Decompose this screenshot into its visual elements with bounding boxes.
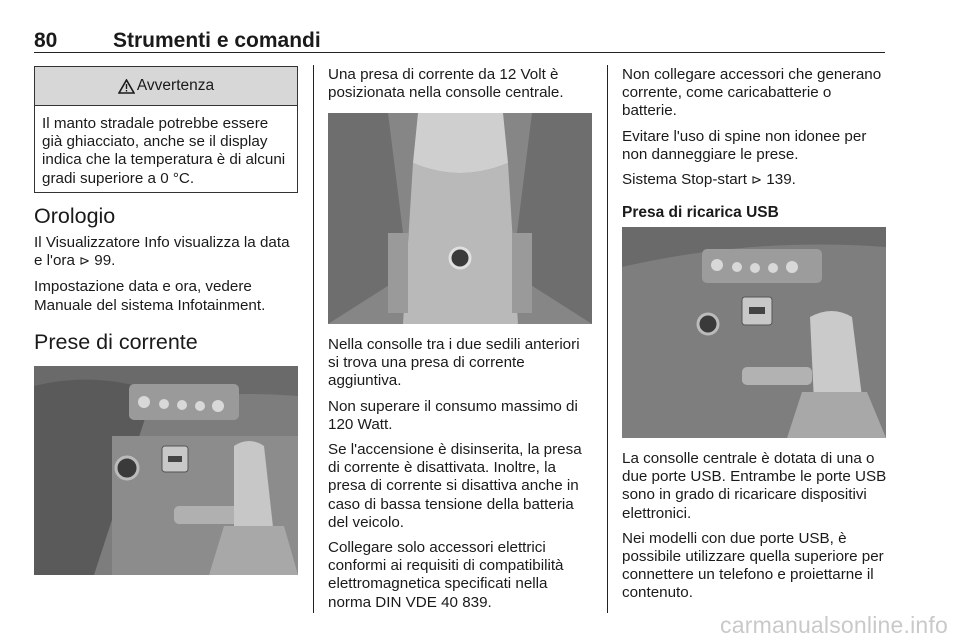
page-ref-icon: ⊳ [751, 173, 763, 189]
power-no-charge-text: Non collegare accessori che generano corrente, come caricabatterie o batterie. [622, 66, 882, 120]
power-heading: Prese di corrente [34, 330, 198, 354]
photo-usb-port [622, 227, 886, 438]
clock-paragraph-2: Impostazione data e ora, vedere Manuale del sistema Infotainment. [34, 278, 266, 314]
power-details [328, 336, 592, 612]
usb-paragraph-2: Nei modelli con due porte USB, è possibile utilizzare quella superiore per connettere un telefono e proiettarne il contenuto. [622, 529, 884, 602]
photo-rear-socket [328, 113, 592, 324]
clock-paragraph-1 [34, 234, 298, 271]
clock-p1-ref: 99. [94, 252, 116, 270]
power-plugs-text: Evitare l'uso di spine non idonee per non danneggiare le prese. [622, 127, 867, 163]
power-heading-wrap [34, 330, 198, 355]
page-title: Strumenti e comandi [113, 29, 321, 52]
header-rule [34, 52, 885, 53]
power-stopstart [622, 171, 886, 190]
power-continued [622, 66, 886, 222]
power-rear-text: Nella consolle tra i due sedili anteriori si trova una presa di corrente aggiuntiva. [328, 336, 580, 390]
warning-header [35, 67, 297, 106]
power-max-text: Non superare il consumo massimo di 120 Watt. [328, 397, 578, 433]
column-divider-1 [313, 65, 314, 613]
usb-paragraph-1: La consolle centrale è dotata di una o due porte USB. Entrambe le porte USB sono in grado di ricaricare dispositivi elettronici. [622, 450, 887, 522]
power-ignition-text: Se l'accensione è disinserita, la presa di corrente è disattivata. Inoltre, la presa di corrente si disattiva anche in caso di bassa tensione della batteria del veicolo. [328, 441, 582, 531]
photo-front-socket [34, 366, 298, 575]
power-intro-wrap [328, 66, 592, 102]
power-stopstart-text: Sistema Stop-start [622, 171, 747, 189]
column-divider-2 [607, 65, 608, 613]
power-intro: Una presa di corrente da 12 Volt è posizionata nella consolle centrale. [328, 66, 564, 102]
usb-heading: Presa di ricarica USB [622, 204, 779, 222]
clock-heading: Orologio [34, 204, 116, 228]
power-stopstart-ref: 139. [766, 171, 796, 189]
watermark: carmanualsonline.info [720, 612, 948, 638]
page-number: 80 [34, 29, 58, 52]
warning-triangle-icon [118, 79, 135, 94]
clock-p1-text: Il Visualizzatore Info visualizza la data e l'ora [34, 234, 290, 270]
warning-box [34, 66, 298, 193]
warning-text: Il manto stradale potrebbe essere già ghiacciato, anche se il display indica che la temperatura è di alcuni gradi superiore a 0 °C. [42, 115, 286, 187]
warning-title: Avvertenza [136, 77, 215, 94]
clock-section [34, 204, 298, 315]
power-emc-text: Collegare solo accessori elettrici conformi ai requisiti di compatibilità elettromagnetica specificati nella norma DIN VDE 40 839. [328, 539, 564, 611]
usb-section [622, 450, 890, 603]
page-ref-icon: ⊳ [79, 254, 91, 270]
